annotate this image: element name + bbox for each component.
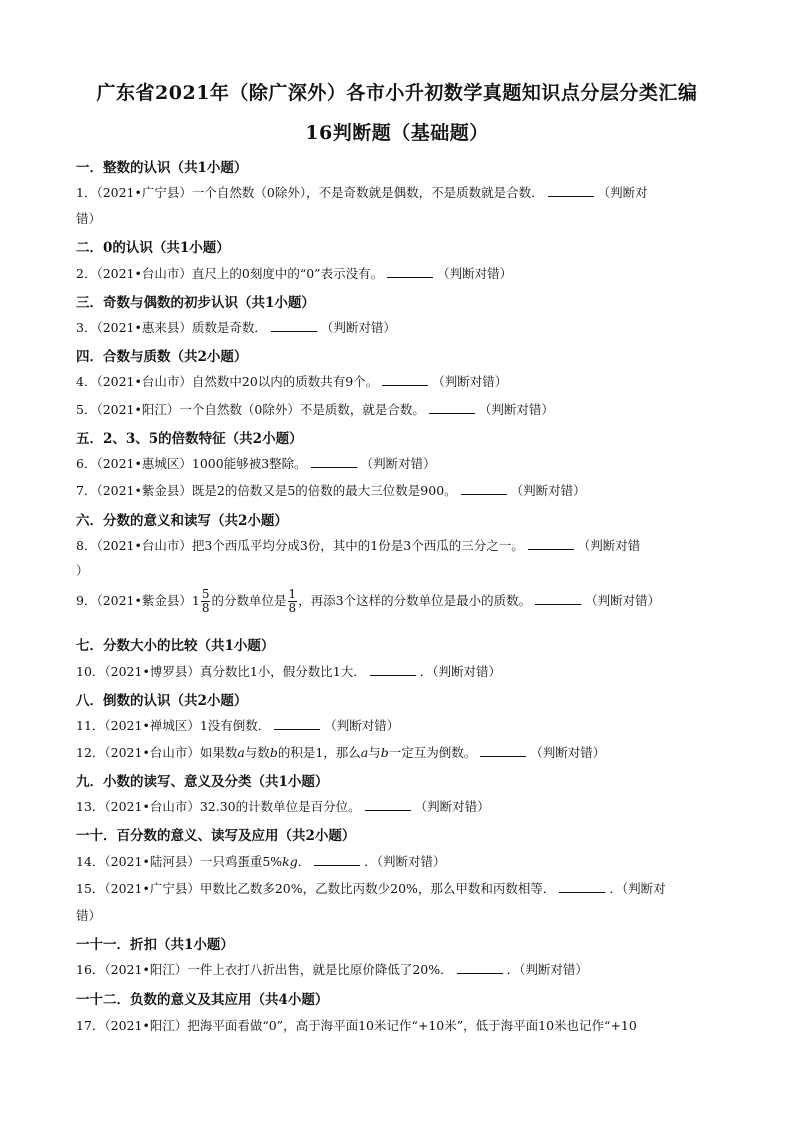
answer-blank[interactable] [457,962,503,974]
answer-blank[interactable] [370,664,416,676]
answer-blank[interactable] [387,266,433,278]
question-16: 16．（2021•阳江）一件上衣打八折出售，就是比原价降低了20%． ．（判断对错） [76,962,588,977]
answer-blank[interactable] [528,538,574,550]
section-heading: 三．奇数与偶数的初步认识（共1小题） [76,295,315,311]
section-heading: 四．合数与质数（共2小题） [76,349,248,365]
unit-kg: kg [282,854,298,869]
question-7: 7．（2021•紫金县）既是2的倍数又是5的倍数的最大三位数是900。 （判断对错） [76,483,586,498]
question-10: 10．（2021•博罗县）真分数比1小，假分数比1大． ．（判断对错） [76,664,502,679]
section-heading: 五．2、3、5的倍数特征（共2小题） [76,431,303,447]
question-17: 17．（2021•阳江）把海平面看做“0”，高于海平面10米记作“+10米”，低于海平面10米也记作“+10 [76,1018,637,1033]
fraction-five-eighths: $\frac{5}{8}$ [201,587,210,615]
answer-blank[interactable] [311,456,357,468]
section-heading: 八．倒数的认识（共2小题） [76,693,248,709]
question-8: 8．（2021•台山市）把3个西瓜平均分成3份，其中的1份是3个西瓜的三分之一。 （判断对错 [76,538,641,553]
answer-blank[interactable] [461,483,507,495]
question-5: 5．（2021•阳江）一个自然数（0除外）不是质数，就是合数。 （判断对错） [76,402,554,417]
answer-blank[interactable] [548,185,594,197]
mixed-number-whole: 1 [191,593,200,608]
question-9: 9．（2021•紫金县）1 $\frac{5}{8}$ 的分数单位是 $\frac{1}{8}$ ，再添3个这样的分数单位是最小的质数。 （判断对错） [76,587,661,615]
answer-blank[interactable] [535,593,581,605]
section-heading: 一．整数的认识（共1小题） [76,160,248,176]
section-heading: 一十．百分数的意义、读写及应用（共2小题） [76,828,356,844]
answer-blank[interactable] [314,854,360,866]
answer-blank[interactable] [382,374,428,386]
question-4: 4．（2021•台山市）自然数中20以内的质数共有9个。 （判断对错） [76,374,508,389]
question-8-continued: ） [76,563,89,578]
variable-a: a [237,745,245,760]
question-12: 12．（2021•台山市）如果数a与数b的积是1，那么a与b一定互为倒数。 （判断对错） [76,745,606,760]
section-heading: 七．分数大小的比较（共1小题） [76,638,275,654]
question-13: 13．（2021•台山市）32.30的计数单位是百分位。 （判断对错） [76,799,490,814]
section-heading: 一十二．负数的意义及其应用（共4小题） [76,992,329,1008]
section-heading: 六．分数的意义和读写（共2小题） [76,513,288,529]
document-subtitle: 16判断题（基础题） [305,122,489,144]
variable-b: b [380,745,389,760]
question-14: 14．（2021•陆河县）一只鸡蛋重5%kg． ．（判断对错） [76,854,446,869]
question-15-continued: 错） [76,908,102,923]
question-2: 2．（2021•台山市）直尺上的0刻度中的“0”表示没有。 （判断对错） [76,266,513,281]
variable-a: a [360,745,369,760]
question-3: 3．（2021•惠来县）质数是奇数． （判断对错） [76,320,396,335]
question-1-continued: 错） [76,211,102,226]
question-6: 6．（2021•惠城区）1000能够被3整除。 （判断对错） [76,456,436,471]
question-1: 1．（2021•广宁县）一个自然数（0除外），不是奇数就是偶数，不是质数就是合数． （判断对 [76,185,648,200]
variable-b: b [269,745,278,760]
answer-blank[interactable] [559,881,605,893]
answer-blank[interactable] [271,320,317,332]
answer-blank[interactable] [274,718,320,730]
section-heading: 二．0的认识（共1小题） [76,240,230,256]
answer-blank[interactable] [480,745,526,757]
fraction-one-eighth: $\frac{1}{8}$ [288,587,297,615]
section-heading: 一十一．折扣（共1小题） [76,937,234,953]
section-heading: 九．小数的读写、意义及分类（共1小题） [76,774,329,790]
answer-blank[interactable] [365,799,411,811]
document-title: 广东省2021年（除广深外）各市小升初数学真题知识点分层分类汇编 [96,82,698,104]
question-11: 11．（2021•禅城区）1没有倒数． （判断对错） [76,718,400,733]
question-15: 15．（2021•广宁县）甲数比乙数多20%，乙数比丙数少20%，那么甲数和丙数相等． ．（判断对 [76,881,666,896]
answer-blank[interactable] [429,402,475,414]
